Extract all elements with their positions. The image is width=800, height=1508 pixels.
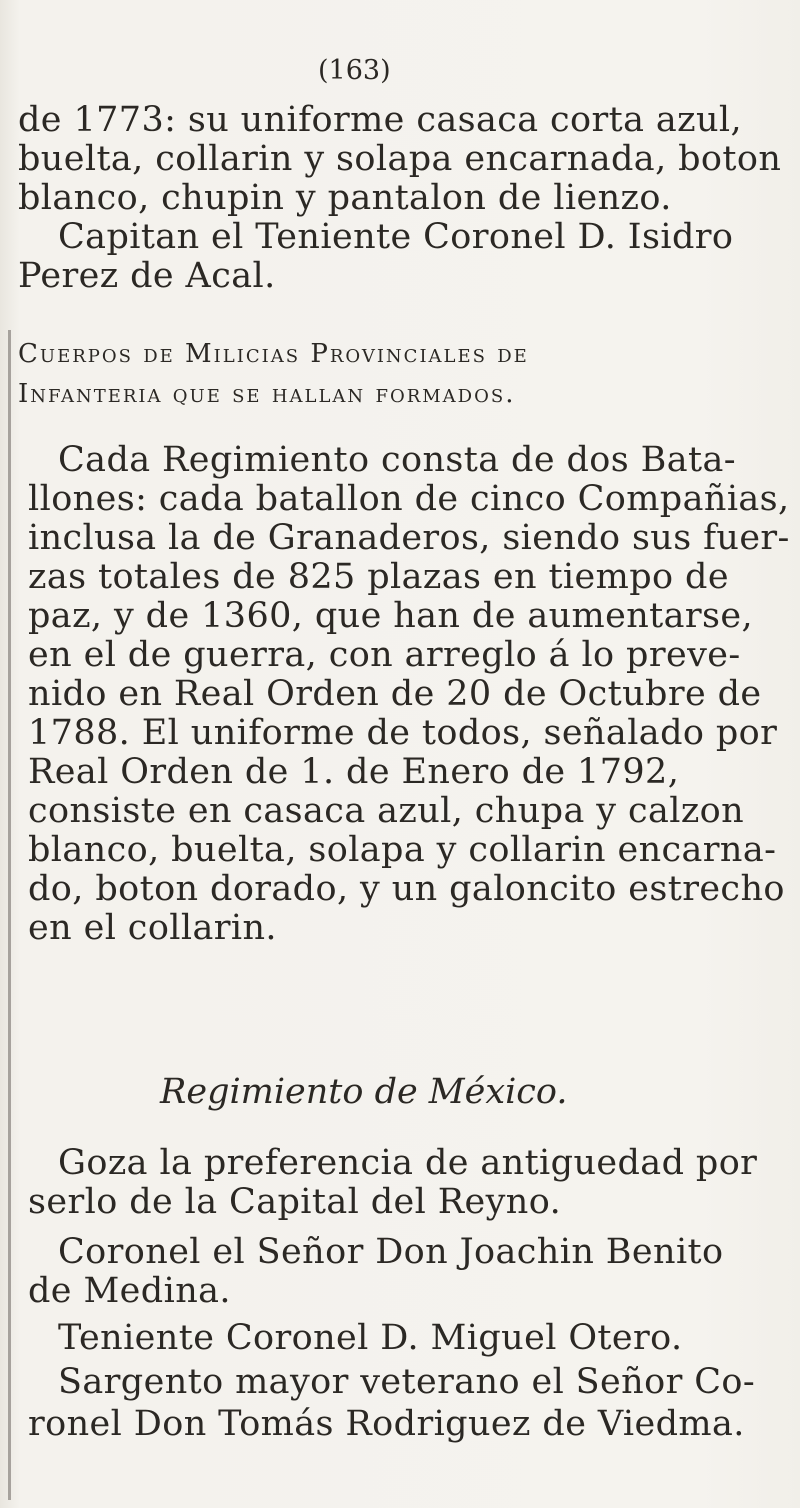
binding-gutter: [8, 330, 11, 1500]
text-line: buelta, collarin y solapa encarnada, boton: [18, 139, 782, 179]
section-line: Sargento mayor veterano el Señor Co-: [58, 1362, 756, 1402]
paragraph-line: Cada Regimiento consta de dos Bata-: [58, 440, 736, 480]
paragraph-line: en el de guerra, con arreglo á lo preve-: [28, 635, 741, 675]
paragraph-line: inclusa la de Granaderos, siendo sus fuer-: [28, 518, 790, 558]
section-line: ronel Don Tomás Rodriguez de Viedma.: [28, 1404, 745, 1444]
page-number: (163): [318, 55, 391, 86]
text-line: de 1773: su uniforme casaca corta azul,: [18, 100, 743, 140]
paragraph-line: do, boton dorado, y un galoncito estrecho: [28, 869, 785, 909]
paragraph-line: 1788. El uniforme de todos, señalado por: [28, 713, 778, 753]
paragraph-line: zas totales de 825 plazas en tiempo de: [28, 557, 729, 597]
text-line: Perez de Acal.: [18, 256, 276, 296]
paragraph-line: paz, y de 1360, que han de aumentarse,: [28, 596, 754, 636]
section-line: Coronel el Señor Don Joachin Benito: [58, 1232, 724, 1272]
section-line: serlo de la Capital del Reyno.: [28, 1182, 562, 1222]
text-line: blanco, chupin y pantalon de lienzo.: [18, 178, 672, 218]
paragraph-line: Real Orden de 1. de Enero de 1792,: [28, 752, 680, 792]
section-heading-line-2: Infanteria que se hallan formados.: [18, 379, 516, 409]
text-line: Capitan el Teniente Coronel D. Isidro: [58, 217, 734, 257]
paragraph-line: llones: cada batallon de cinco Compañias,: [28, 479, 790, 519]
section-line: Teniente Coronel D. Miguel Otero.: [58, 1318, 683, 1358]
section-line: Goza la preferencia de antiguedad por: [58, 1143, 758, 1183]
section-title: Regimiento de México.: [160, 1072, 568, 1112]
paragraph-line: blanco, buelta, solapa y collarin encarna-: [28, 830, 777, 870]
section-line: de Medina.: [28, 1271, 231, 1311]
paragraph-line: nido en Real Orden de 20 de Octubre de: [28, 674, 762, 714]
paragraph-line: consiste en casaca azul, chupa y calzon: [28, 791, 745, 831]
paragraph-line: en el collarin.: [28, 908, 277, 948]
section-heading-line-1: Cuerpos de Milicias Provinciales de: [18, 339, 529, 369]
